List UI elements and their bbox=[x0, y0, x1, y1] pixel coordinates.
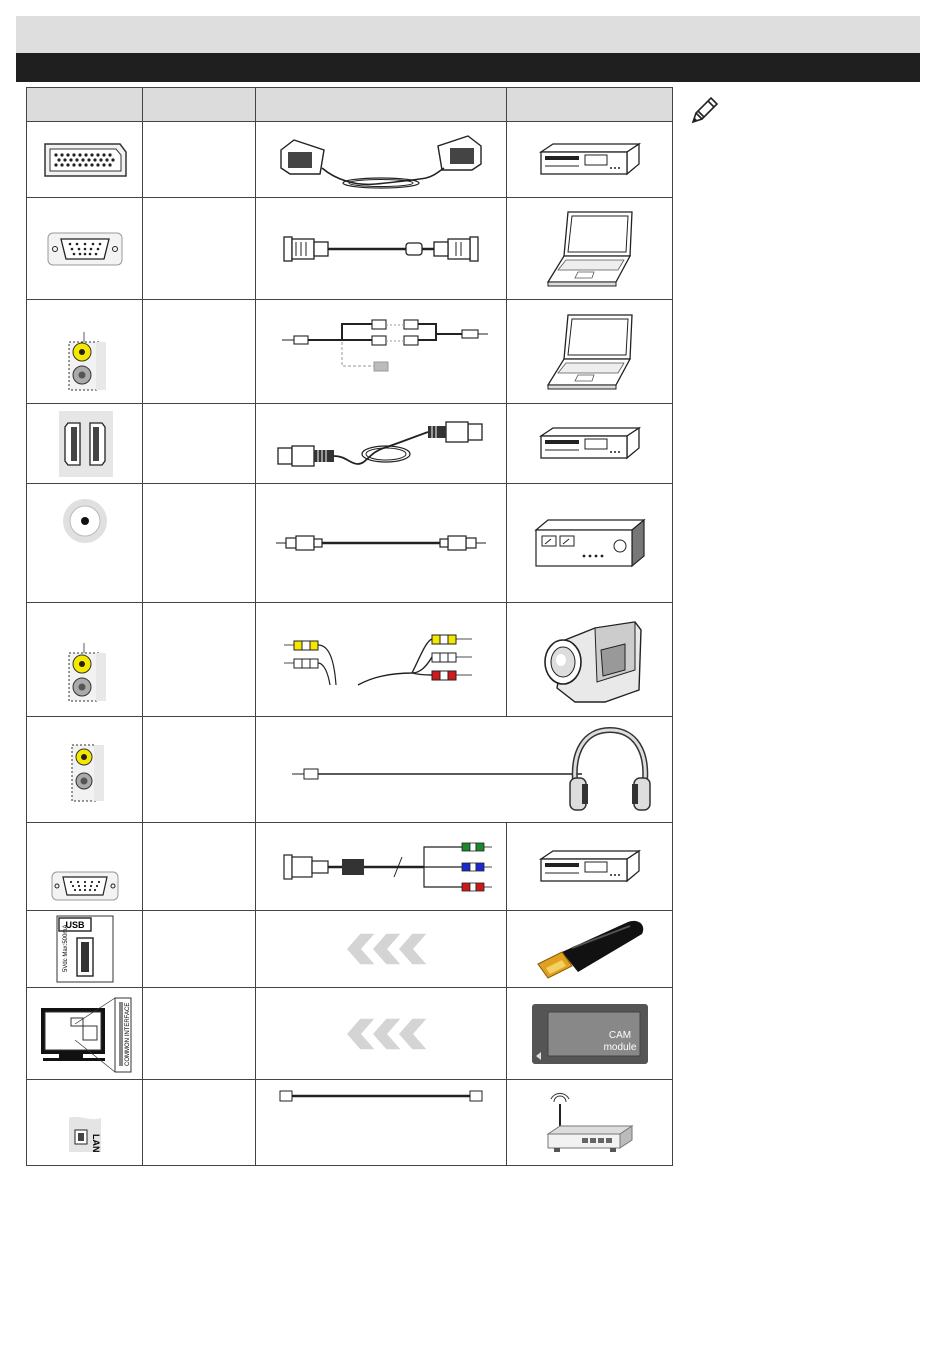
port-cell bbox=[27, 198, 143, 300]
type-cell bbox=[143, 717, 256, 823]
type-cell bbox=[143, 603, 256, 717]
device-cell bbox=[507, 1080, 673, 1166]
header-band bbox=[16, 16, 920, 53]
pc-audio-cable-icon bbox=[266, 312, 496, 392]
laptop-icon bbox=[542, 309, 638, 395]
cable-cell bbox=[256, 300, 507, 404]
headphone-cable-icon bbox=[264, 722, 664, 818]
port-cell bbox=[27, 122, 143, 198]
table-row bbox=[27, 198, 673, 300]
table-row bbox=[27, 1080, 673, 1166]
table-row bbox=[27, 404, 673, 484]
type-cell bbox=[143, 300, 256, 404]
hdmi-port-icon bbox=[55, 409, 115, 479]
cable-cell bbox=[256, 911, 507, 988]
cable-cell bbox=[256, 122, 507, 198]
cable-cell bbox=[256, 603, 507, 717]
cable-cell bbox=[256, 484, 507, 603]
pencil-note-icon bbox=[689, 94, 721, 126]
usb-port-icon bbox=[55, 914, 115, 984]
table-row bbox=[27, 717, 673, 823]
port-cell bbox=[27, 603, 143, 717]
dvd-player-icon bbox=[535, 424, 645, 464]
table-row bbox=[27, 988, 673, 1080]
cable-cell bbox=[256, 1080, 507, 1166]
vga-cable-icon bbox=[266, 229, 496, 269]
type-cell bbox=[143, 122, 256, 198]
av-cable-icon bbox=[266, 627, 496, 693]
table-row bbox=[27, 300, 673, 404]
laptop-icon bbox=[542, 206, 638, 292]
headphone-port-icon bbox=[60, 735, 110, 805]
type-cell bbox=[143, 911, 256, 988]
table-row bbox=[27, 122, 673, 198]
column-header-device bbox=[507, 88, 673, 122]
ci-label: COMMON INTERFACE bbox=[124, 1002, 131, 1066]
type-cell bbox=[143, 404, 256, 484]
pc-audio-port-icon bbox=[60, 312, 110, 392]
vga-port-icon bbox=[47, 232, 123, 266]
cable-cell bbox=[256, 823, 507, 911]
column-header-type bbox=[143, 88, 256, 122]
port-cell bbox=[27, 911, 143, 988]
usb-rating-label: 5Vdc Max:500mA bbox=[62, 924, 69, 972]
camcorder-icon bbox=[535, 610, 645, 710]
side-av-port-icon bbox=[60, 615, 110, 705]
device-cell bbox=[507, 300, 673, 404]
device-cell bbox=[507, 122, 673, 198]
ci-slot-icon bbox=[35, 994, 135, 1074]
connections-table bbox=[26, 87, 673, 1166]
device-cell bbox=[507, 198, 673, 300]
column-header-cables bbox=[256, 88, 507, 122]
type-cell bbox=[143, 198, 256, 300]
usb-label: USB bbox=[64, 920, 85, 930]
ypbpr-port-icon bbox=[50, 832, 120, 902]
table-header-row bbox=[27, 88, 673, 122]
type-cell bbox=[143, 988, 256, 1080]
cam-module-icon bbox=[530, 1002, 650, 1066]
device-cell bbox=[507, 404, 673, 484]
dvd-player-icon bbox=[535, 847, 645, 887]
insert-arrows-icon bbox=[326, 929, 436, 969]
table-row bbox=[27, 823, 673, 911]
section-title-bar bbox=[16, 53, 920, 82]
cam-label: CAM bbox=[608, 1029, 631, 1041]
port-cell bbox=[27, 1080, 143, 1166]
insert-arrows-icon bbox=[326, 1014, 436, 1054]
scart-port-icon bbox=[42, 140, 128, 180]
cable-cell bbox=[256, 198, 507, 300]
port-cell bbox=[27, 988, 143, 1080]
type-cell bbox=[143, 823, 256, 911]
usb-stick-icon bbox=[532, 918, 648, 980]
spdif-cable-icon bbox=[266, 528, 496, 558]
column-header-connector bbox=[27, 88, 143, 122]
ypbpr-cable-icon bbox=[266, 837, 496, 897]
spdif-port-icon bbox=[60, 487, 110, 599]
scart-cable-icon bbox=[266, 128, 496, 192]
headphones-icon bbox=[570, 730, 650, 810]
audio-amplifier-icon bbox=[530, 516, 650, 570]
lan-label: LAN bbox=[90, 1133, 101, 1152]
cable-cell bbox=[256, 988, 507, 1080]
table-row bbox=[27, 484, 673, 603]
device-cell bbox=[507, 484, 673, 603]
type-cell bbox=[143, 1080, 256, 1166]
module-label: module bbox=[603, 1041, 636, 1053]
type-cell bbox=[143, 484, 256, 603]
table-row bbox=[27, 603, 673, 717]
hdmi-cable-icon bbox=[266, 416, 496, 472]
lan-port-icon bbox=[55, 1088, 115, 1158]
cable-cell bbox=[256, 404, 507, 484]
cable-cell bbox=[256, 717, 673, 823]
port-cell bbox=[27, 717, 143, 823]
device-cell bbox=[507, 823, 673, 911]
port-cell bbox=[27, 300, 143, 404]
router-icon bbox=[540, 1090, 640, 1156]
device-cell bbox=[507, 603, 673, 717]
dvd-player-icon bbox=[535, 140, 645, 180]
port-cell bbox=[27, 823, 143, 911]
port-cell bbox=[27, 404, 143, 484]
device-cell bbox=[507, 911, 673, 988]
device-cell bbox=[507, 988, 673, 1080]
table-row bbox=[27, 911, 673, 988]
port-cell bbox=[27, 484, 143, 603]
ethernet-cable-icon bbox=[266, 1083, 496, 1163]
